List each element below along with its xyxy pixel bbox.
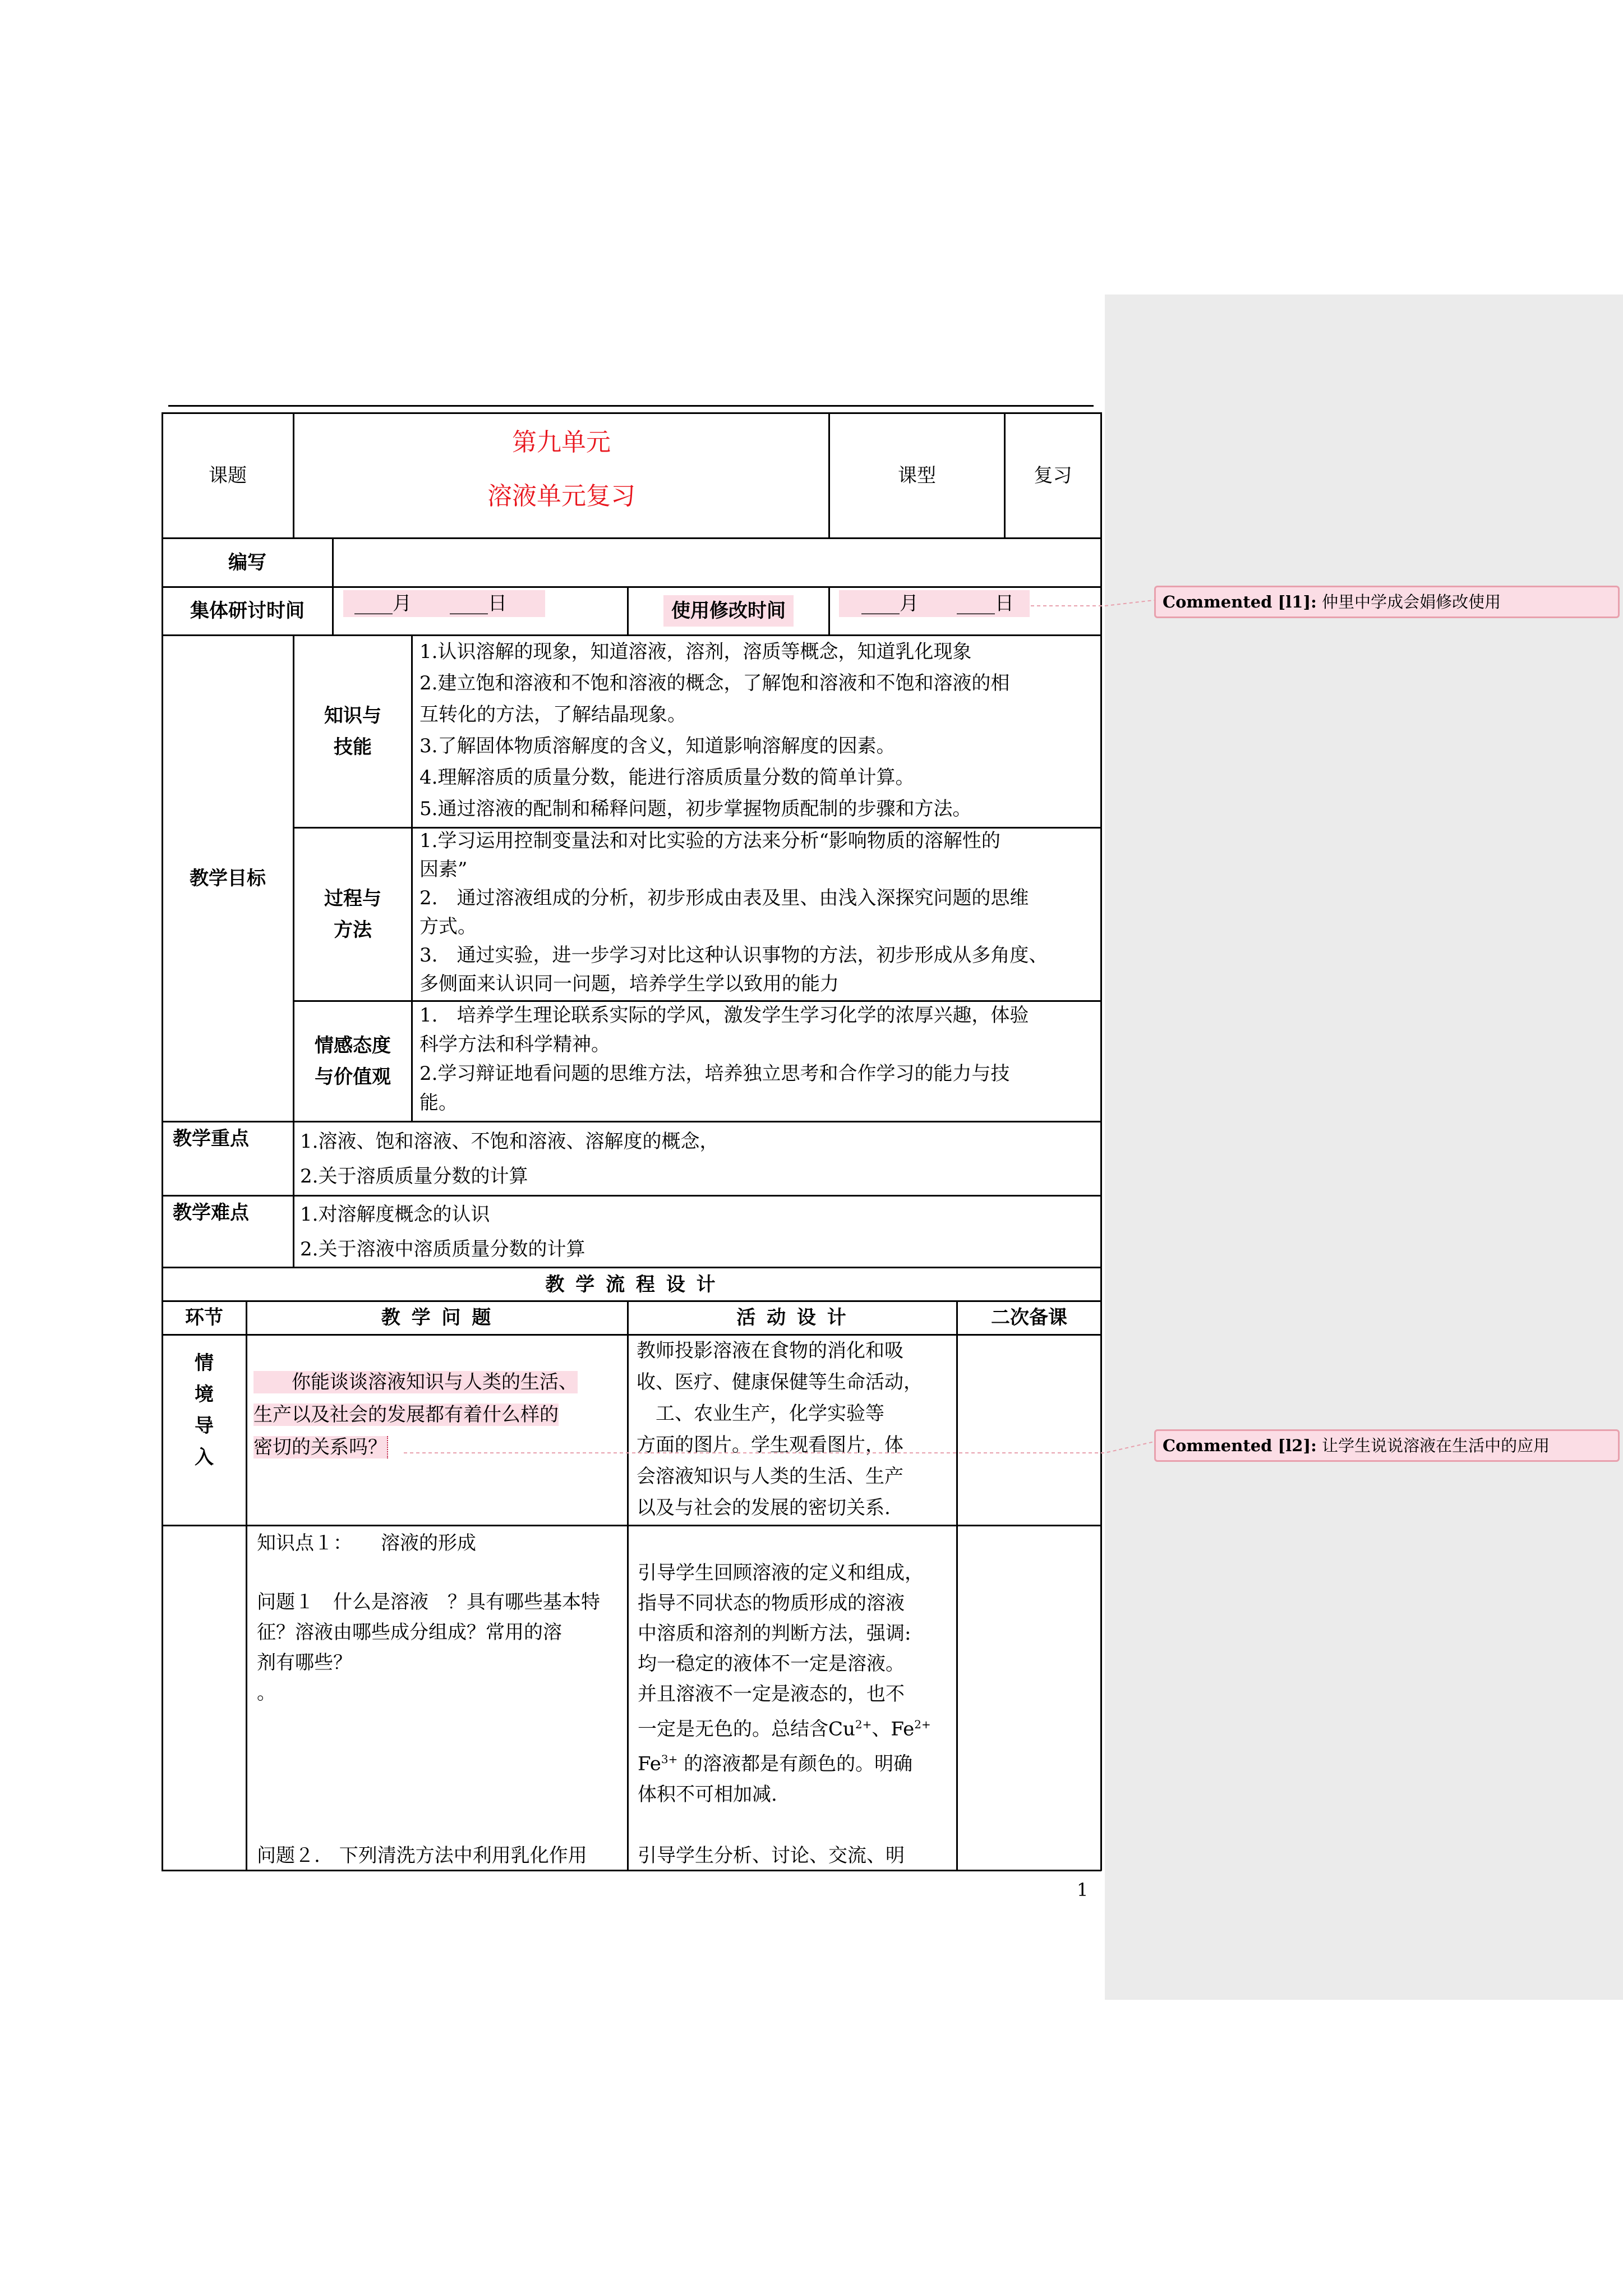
label-modify-time-text: 使用修改时间 <box>663 595 794 627</box>
question-1-line: 问题１ 什么是溶液 ？具有哪些基本特 <box>257 1591 600 1613</box>
knowledge-activity-line: 指导不同状态的物质形成的溶液 <box>638 1592 905 1614</box>
table-line <box>162 1121 1101 1122</box>
title-block <box>294 413 828 537</box>
stage-intro <box>163 1347 246 1482</box>
knowledge-items <box>419 636 1098 827</box>
process-item: 方式。 <box>419 915 477 938</box>
knowledge-item: 1.认识溶解的现象，知道溶液，溶剂，溶质等概念，知道乳化现象 <box>419 641 972 663</box>
label-attitude <box>294 1002 411 1121</box>
process-item: 1.学习运用控制变量法和对比实验的方法来分析“影响物质的溶解性的 <box>419 830 1000 852</box>
label-knowledge <box>294 636 411 827</box>
col-stage: 环节 <box>185 1306 223 1329</box>
ion-cu: Cu <box>828 1718 855 1741</box>
label-attitude-line1: 情感态度 <box>315 1034 391 1057</box>
intro-question <box>253 1366 624 1461</box>
knowledge-activity-line: 体积不可相加减. <box>638 1783 777 1806</box>
label-goals: 教学目标 <box>190 867 266 890</box>
unit-title: 第九单元 <box>512 428 611 457</box>
intro-question-line: 生产以及社会的发展都有着什么样的 <box>253 1404 559 1426</box>
ion-charge: 3+ <box>661 1752 678 1766</box>
activity-text: 一定是无色的。总结含 <box>638 1718 828 1741</box>
attitude-item: 能。 <box>419 1092 458 1114</box>
label-process <box>294 829 411 1000</box>
knowledge-activity <box>638 1558 955 1816</box>
ion-fe3: Fe <box>638 1752 661 1775</box>
question-1-line: 。 <box>257 1682 276 1704</box>
col-second: 二次备课 <box>991 1306 1067 1329</box>
label-key-points: 教学重点 <box>173 1128 249 1150</box>
attitude-item: 2.学习辩证地看问题的思维方法，培养独立思考和合作学习的能力与技 <box>419 1062 1010 1085</box>
question-1-line: 征？溶液由哪些成分组成？常用的溶 <box>257 1621 562 1644</box>
difficult-point-item: 2.关于溶液中溶质质量分数的计算 <box>300 1238 585 1260</box>
knowledge-item: 3.了解固体物质溶解度的含义，知道影响溶解度的因素。 <box>419 735 896 757</box>
knowledge-activity-line: 均一稳定的液体不一定是溶液。 <box>638 1653 905 1675</box>
question-1 <box>257 1587 621 1722</box>
ion-charge: 2+ <box>855 1718 872 1731</box>
stage-char: 情 <box>195 1352 214 1374</box>
label-process-line2: 方法 <box>334 919 372 941</box>
intro-question-line: 你能谈谈溶液知识与人类的生活、 <box>253 1371 578 1393</box>
comment-text: 仲里中学成会娟修改使用 <box>1322 592 1501 611</box>
knowledge-item: 4.理解溶质的质量分数，能进行溶质质量分数的简单计算。 <box>419 766 915 789</box>
label-author: 编写 <box>228 551 266 574</box>
intro-activity-line: 工、农业生产，化学实验等 <box>637 1402 884 1425</box>
knowledge-item: 5.通过溶液的配制和稀释问题，初步掌握物质配制的步骤和方法。 <box>419 798 972 820</box>
comment-text: 让学生说说溶液在生活中的应用 <box>1322 1436 1550 1455</box>
key-points-items <box>300 1124 1096 1194</box>
author-value <box>334 539 1100 586</box>
comment-label: Commented [l1]: <box>1163 592 1317 611</box>
table-line <box>1100 412 1102 1871</box>
table-line <box>162 1334 1101 1336</box>
attitude-item: 科学方法和科学精神。 <box>419 1033 610 1056</box>
attitude-items <box>419 1001 1099 1121</box>
table-line <box>828 586 830 636</box>
ion-charge: 2+ <box>914 1718 931 1731</box>
process-item: 因素” <box>419 858 468 881</box>
knowledge-item: 2.建立饱和溶液和不饱和溶液的概念，了解饱和溶液和不饱和溶液的相 <box>419 672 1010 694</box>
table-line <box>246 1300 247 1871</box>
label-process-line1: 过程与 <box>324 887 381 910</box>
label-attitude-line2: 与价值观 <box>315 1066 391 1088</box>
label-modify-time <box>629 587 828 634</box>
knowledge-item: 互转化的方法，了解结晶现象。 <box>419 703 686 726</box>
knowledge-activity-line: 中溶质和溶剂的判断方法，强调: <box>638 1622 911 1645</box>
table-line <box>162 1195 1101 1197</box>
table-line <box>293 1121 294 1268</box>
activity-text: 的溶液都是有颜色的。明确 <box>684 1752 913 1775</box>
table-line <box>162 1525 1101 1526</box>
knowledge-activity-line: 并且溶液不一定是液态的，也不 <box>638 1683 905 1705</box>
lesson-title: 溶液单元复习 <box>487 482 635 510</box>
header-rule <box>168 405 1094 407</box>
knowledge-activity-line: 一定是无色的。总结含$Cu^{2+}$、$Fe^{2+}$ <box>638 1718 931 1741</box>
knowledge-activity-line <box>638 1744 955 1779</box>
intro-activity-line: 教师投影溶液在食物的消化和吸 <box>637 1340 903 1362</box>
intro-activity <box>637 1335 956 1525</box>
label-type: 课型 <box>898 464 936 487</box>
process-item: 多侧面来认识同一问题，培养学生学以致用的能力 <box>419 973 839 995</box>
page-number: 1 <box>1077 1879 1089 1901</box>
knowledge-activity-line: 引导学生回顾溶液的定义和组成， <box>638 1562 924 1584</box>
table-line <box>627 1300 629 1871</box>
col-activity: 活 动 设 计 <box>736 1306 849 1329</box>
label-research-time: 集体研讨时间 <box>190 600 305 622</box>
label-difficult-points: 教学难点 <box>173 1202 249 1224</box>
comment-margin <box>1105 295 1623 2000</box>
flow-title: 教 学 流 程 设 计 <box>545 1273 718 1296</box>
intro-activity-line: 收、医疗、健康保健等生命活动， <box>637 1371 923 1393</box>
label-knowledge-line1: 知识与 <box>324 705 381 727</box>
ion-fe2: Fe <box>891 1718 915 1741</box>
modify-time-value: ____月 ____日 <box>839 590 1030 617</box>
intro-activity-line: 会溶液知识与人类的生活、生产 <box>637 1465 903 1488</box>
intro-activity-line: 方面的图片。学生观看图片，体 <box>637 1434 903 1456</box>
knowledge-activity-next: 引导学生分析、讨论、交流、明 <box>638 1844 905 1867</box>
table-line <box>956 1300 958 1871</box>
type-value: 复习 <box>1034 464 1072 487</box>
table-line <box>411 634 413 1122</box>
research-time-value: ____月 ____日 <box>343 590 545 617</box>
process-item: 2. 通过溶液组成的分析，初步形成由表及里、由浅入深探究问题的思维 <box>419 887 1029 909</box>
stage-char: 境 <box>195 1383 214 1406</box>
stage-char: 导 <box>195 1415 214 1437</box>
key-point-item: 1.溶液、饱和溶液、不饱和溶液、溶解度的概念， <box>300 1130 719 1153</box>
col-question: 教 学 问 题 <box>381 1306 494 1329</box>
comment-balloon[interactable] <box>1154 586 1620 618</box>
question-2: 问题２. 下列清洗方法中利用乳化作用 <box>257 1844 587 1867</box>
intro-question-line: 密切的关系吗？ <box>253 1436 387 1458</box>
attitude-item: 1. 培养学生理论联系实际的学风，激发学生学习化学的浓厚兴趣，体验 <box>419 1004 1029 1027</box>
intro-activity-line: 以及与社会的发展的密切关系. <box>637 1497 891 1519</box>
label-knowledge-line2: 技能 <box>334 736 372 758</box>
difficult-point-item: 1.对溶解度概念的认识 <box>300 1203 490 1226</box>
knowledge-point-title: 知识点１： 溶液的形成 <box>257 1532 476 1554</box>
key-point-item: 2.关于溶质质量分数的计算 <box>300 1165 528 1188</box>
difficult-points-items <box>300 1197 1096 1267</box>
question-1-line: 剂有哪些？ <box>257 1651 352 1674</box>
comment-balloon[interactable] <box>1154 1429 1620 1462</box>
process-item: 3. 通过实验，进一步学习对比这种认识事物的方法，初步形成从多角度、 <box>419 944 1048 967</box>
label-topic: 课题 <box>209 464 247 487</box>
comment-label: Commented [l2]: <box>1163 1436 1317 1455</box>
process-items <box>419 827 1099 999</box>
stage-char: 入 <box>195 1446 214 1469</box>
